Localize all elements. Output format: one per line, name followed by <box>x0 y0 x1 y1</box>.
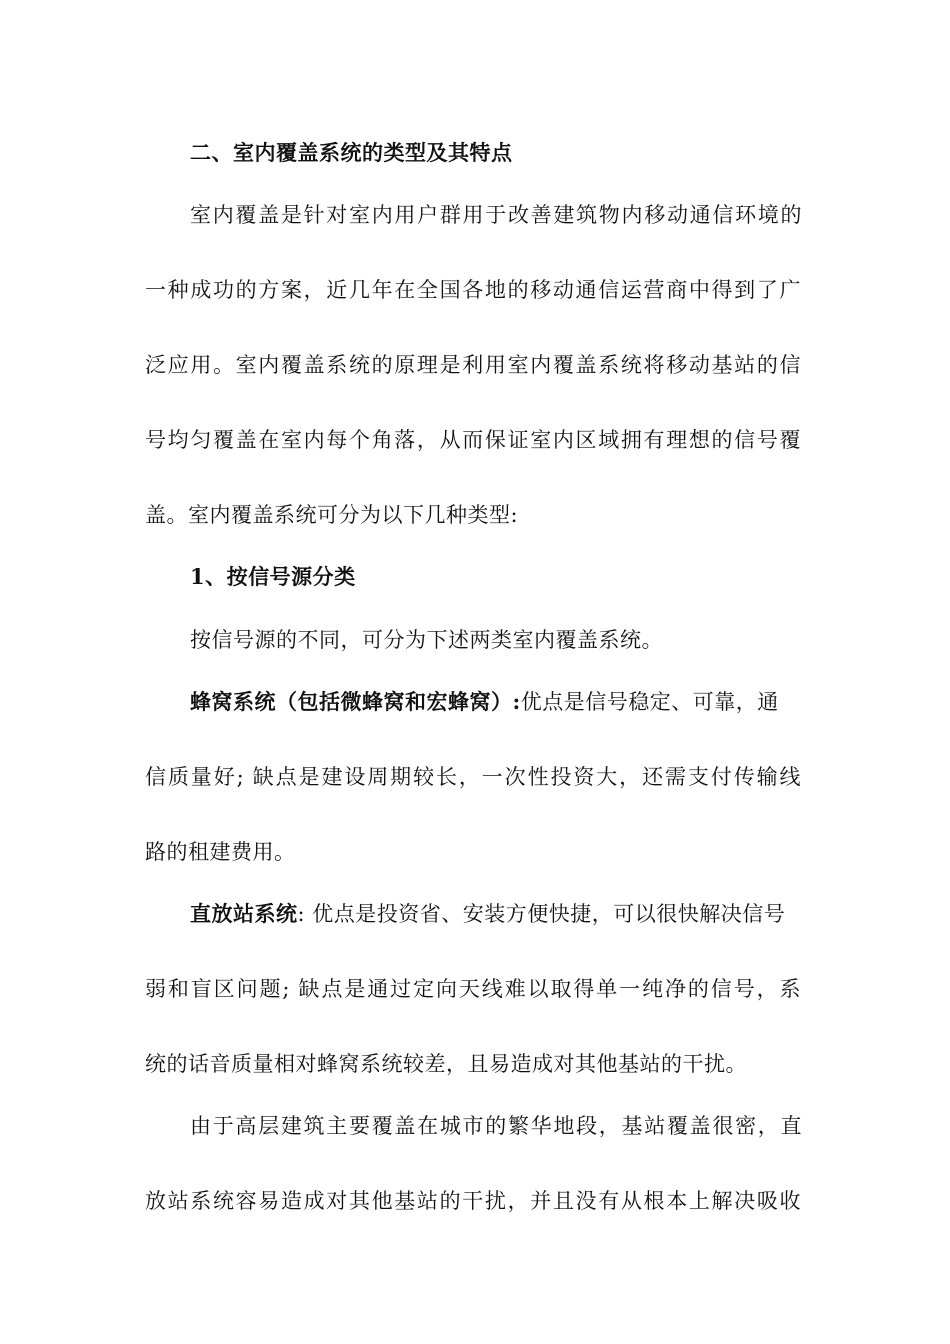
closing-paragraph-line: 由于高层建筑主要覆盖在城市的繁华地段，基站覆盖很密，直 <box>190 1114 802 1138</box>
repeater-paragraph-line: 弱和盲区问题; 缺点是通过定向天线难以取得单一纯净的信号，系 <box>145 977 801 1001</box>
section-heading: 二、室内覆盖系统的类型及其特点 <box>190 140 513 165</box>
cellular-paragraph-first-line <box>190 688 779 716</box>
intro-paragraph-line: 室内覆盖是针对室内用户群用于改善建筑物内移动通信环境的 <box>190 203 802 227</box>
cellular-description: 优点是信号稳定、可靠，通 <box>520 690 779 714</box>
subsection-intro: 按信号源的不同，可分为下述两类室内覆盖系统。 <box>190 628 663 652</box>
intro-paragraph-line: 号均匀覆盖在室内每个角落，从而保证室内区域拥有理想的信号覆 <box>145 428 801 452</box>
cellular-term: 蜂窝系统（包括微蜂窝和宏蜂窝）: <box>190 689 521 714</box>
intro-paragraph-line: 泛应用。室内覆盖系统的原理是利用室内覆盖系统将移动基站的信 <box>145 353 801 377</box>
intro-paragraph-line: 一种成功的方案，近几年在全国各地的移动通信运营商中得到了广 <box>145 278 801 302</box>
cellular-paragraph-line: 路的租建费用。 <box>145 840 296 864</box>
repeater-description: : 优点是投资省、安装方便快捷，可以很快解决信号 <box>297 902 786 926</box>
subsection-heading: 1、按信号源分类 <box>190 564 356 589</box>
closing-paragraph-line: 放站系统容易造成对其他基站的干扰，并且没有从根本上解决吸收 <box>145 1189 801 1213</box>
repeater-paragraph-first-line <box>190 900 785 928</box>
cellular-paragraph-line: 信质量好; 缺点是建设周期较长，一次性投资大，还需支付传输线 <box>145 765 801 789</box>
repeater-paragraph-line: 统的话音质量相对蜂窝系统较差，且易造成对其他基站的干扰。 <box>145 1052 747 1076</box>
intro-paragraph-line: 盖。室内覆盖系统可分为以下几种类型: <box>145 503 519 527</box>
repeater-term: 直放站系统 <box>190 901 298 926</box>
